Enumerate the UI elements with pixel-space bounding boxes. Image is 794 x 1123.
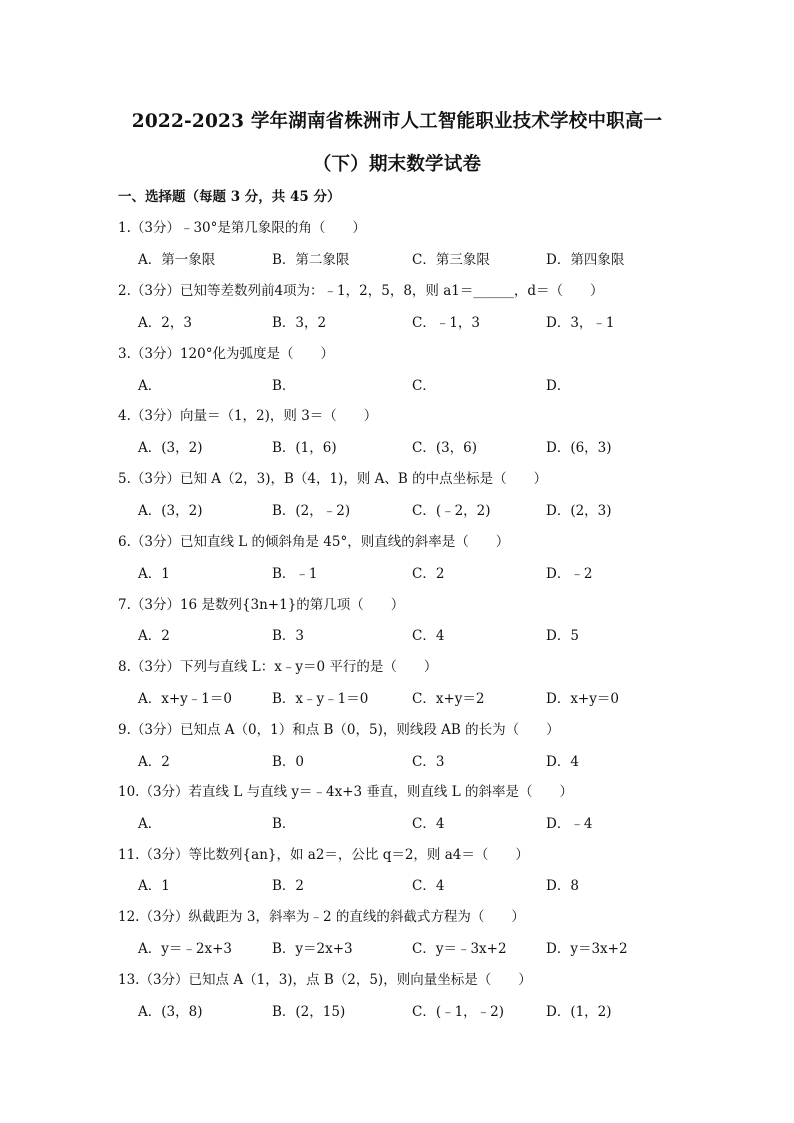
option-d: D．第四象限 xyxy=(546,252,625,268)
option-d: D．3，﹣1 xyxy=(546,315,615,331)
option-a: A．(3，8) xyxy=(138,1004,203,1020)
question-stem: 1.（3分）﹣30°是第几象限的角（ ） xyxy=(118,220,366,236)
option-d: D．(1，2) xyxy=(546,1004,612,1020)
question-stem: 7.（3分）16 是数列{3n+1}的第几项（ ） xyxy=(118,597,405,613)
option-a: A．2 xyxy=(138,628,170,644)
option-d: D．﹣2 xyxy=(546,566,593,582)
question-stem: 11.（3分）等比数列{an}，如 a2＝，公比 q＝2，则 a4＝（ ） xyxy=(118,847,529,863)
option-b: B．0 xyxy=(272,754,305,770)
option-c: C．第三象限 xyxy=(412,252,490,268)
question-stem: 4.（3分）向量＝（1，2)，则 3＝（ ） xyxy=(118,408,378,424)
option-c: C．(3，6) xyxy=(412,440,478,456)
option-b: B．(1，6) xyxy=(272,440,337,456)
question-options xyxy=(0,499,794,517)
question-options xyxy=(0,624,794,642)
option-a: A． xyxy=(138,816,162,832)
option-b: B． xyxy=(272,378,296,394)
option-c: C．y＝﹣3x+2 xyxy=(412,941,507,957)
option-a: A．(3，2) xyxy=(138,503,203,519)
exam-title-line1: 2022-2023 学年湖南省株洲市人工智能职业技术学校中职高一 xyxy=(131,111,663,132)
question-options xyxy=(0,874,794,892)
option-c: C．3 xyxy=(412,754,445,770)
question-options xyxy=(0,374,794,392)
exam-title-line2: （下）期末数学试卷 xyxy=(312,154,482,175)
option-c: C．2 xyxy=(412,566,445,582)
option-d: D．y＝3x+2 xyxy=(546,941,628,957)
question-stem: 13.（3分）已知点 A（1，3)，点 B（2，5)，则向量坐标是（ ） xyxy=(118,972,532,988)
question-options xyxy=(0,937,794,955)
question-stem: 8.（3分）下列与直线 L：x﹣y＝0 平行的是（ ） xyxy=(118,659,438,675)
option-d: D．4 xyxy=(546,754,579,770)
option-d: D．(6，3) xyxy=(546,440,612,456)
question-options xyxy=(0,436,794,454)
section-heading: 一、选择题（每题 3 分，共 45 分） xyxy=(118,189,341,205)
question-stem: 9.（3分）已知点 A（0，1）和点 B（0，5)，则线段 AB 的长为（ ） xyxy=(118,722,560,738)
option-a: A．第一象限 xyxy=(138,252,216,268)
question-options xyxy=(0,812,794,830)
option-b: B． xyxy=(272,816,296,832)
option-d: D．(2，3) xyxy=(546,503,612,519)
question-stem: 6.（3分）已知直线 L 的倾斜角是 45°，则直线的斜率是（ ） xyxy=(118,534,510,550)
option-b: B．3 xyxy=(272,628,305,644)
option-d: D．x+y＝0 xyxy=(546,691,619,707)
option-c: C．﹣1，3 xyxy=(412,315,481,331)
option-a: A．1 xyxy=(138,878,170,894)
option-b: B．(2，15) xyxy=(272,1004,346,1020)
question-stem: 12.（3分）纵截距为 3，斜率为﹣2 的直线的斜截式方程为（ ） xyxy=(118,909,525,925)
question-options xyxy=(0,248,794,266)
option-d: D．8 xyxy=(546,878,579,894)
question-options xyxy=(0,750,794,768)
option-b: B．第二象限 xyxy=(272,252,350,268)
question-options xyxy=(0,311,794,329)
question-options xyxy=(0,1000,794,1018)
option-b: B．3，2 xyxy=(272,315,327,331)
option-d: D． xyxy=(546,378,571,394)
option-a: A．2，3 xyxy=(138,315,192,331)
option-d: D．﹣4 xyxy=(546,816,593,832)
option-c: C．(﹣2，2) xyxy=(412,503,491,519)
question-stem: 10.（3分）若直线 L 与直线 y＝﹣4x+3 垂直，则直线 L 的斜率是（ ） xyxy=(118,784,573,800)
question-stem: 3.（3分）120°化为弧度是（ ） xyxy=(118,346,334,362)
option-a: A．2 xyxy=(138,754,170,770)
option-b: B．x﹣y﹣1＝0 xyxy=(272,691,369,707)
option-c: C．4 xyxy=(412,816,445,832)
option-a: A． xyxy=(138,378,162,394)
option-b: B．y＝2x+3 xyxy=(272,941,353,957)
option-c: C． xyxy=(412,378,436,394)
option-b: B．2 xyxy=(272,878,305,894)
option-c: C．x+y＝2 xyxy=(412,691,485,707)
option-a: A．y＝﹣2x+3 xyxy=(138,941,232,957)
question-stem: 2.（3分）已知等差数列前4项为：﹣1，2，5，8，则 a1＝______，d＝（ ） xyxy=(118,283,604,299)
option-c: C．4 xyxy=(412,628,445,644)
option-b: B．(2，﹣2) xyxy=(272,503,351,519)
option-a: A．(3，2) xyxy=(138,440,203,456)
option-a: A．1 xyxy=(138,566,170,582)
question-stem: 5.（3分）已知 A（2，3)，B（4，1)，则 A、B 的中点坐标是（ ） xyxy=(118,471,548,487)
question-options xyxy=(0,687,794,705)
option-b: B．﹣1 xyxy=(272,566,318,582)
question-options xyxy=(0,562,794,580)
option-a: A．x+y﹣1＝0 xyxy=(138,691,232,707)
option-d: D．5 xyxy=(546,628,579,644)
option-c: C．4 xyxy=(412,878,445,894)
option-c: C．(﹣1，﹣2) xyxy=(412,1004,505,1020)
